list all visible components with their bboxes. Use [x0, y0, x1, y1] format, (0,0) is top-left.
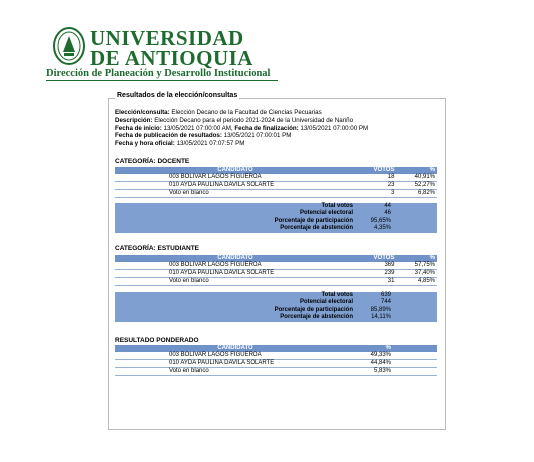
summary-value: 4,35%	[373, 225, 391, 232]
university-name-line2: DE ANTIOQUIA	[90, 46, 253, 70]
candidate-name: 010 AYDA PAULINA DAVILA SOLARTE	[115, 360, 355, 368]
end-date-label: Fecha de finalización:	[234, 124, 299, 132]
candidate-percent: 49,33%	[355, 352, 393, 360]
docente-summary	[115, 203, 437, 233]
election-label: Elección/consulta:	[115, 109, 170, 116]
candidate-name: 003 BOLIVAR LAGOS FIGUEROA	[115, 352, 355, 360]
table-row	[115, 182, 437, 190]
table-row	[115, 352, 437, 360]
table-row	[115, 190, 437, 198]
candidate-percent: 44,84%	[355, 360, 393, 368]
candidate-votes: 3	[355, 190, 396, 198]
weighted-results-table	[115, 345, 437, 376]
estudiante-summary	[115, 292, 437, 322]
candidate-percent: 5,83%	[355, 368, 393, 376]
candidate-votes: 239	[355, 270, 396, 278]
table-row	[115, 262, 437, 270]
summary-label: Potencial electoral	[299, 299, 353, 306]
description-label: Descripción:	[115, 116, 153, 124]
table-row	[115, 174, 437, 182]
summary-label: Porcentaje de participación	[274, 306, 353, 313]
election-info	[115, 109, 368, 148]
table-header-row	[115, 255, 437, 262]
candidate-name: 003 BOLIVAR LAGOS FIGUEROA	[115, 262, 355, 270]
summary-label: Porcentaje de abstención	[280, 225, 353, 232]
column-header-percent: %	[396, 255, 437, 262]
university-name-line1: UNIVERSIDAD	[90, 26, 244, 50]
category-estudiante-title: CATEGORÍA: ESTUDIANTE	[115, 245, 200, 252]
summary-label: Potencial electoral	[299, 210, 353, 217]
candidate-percent: 52,27%	[396, 182, 437, 190]
summary-value: 14,11%	[371, 314, 391, 321]
results-panel	[108, 92, 446, 430]
candidate-votes: 369	[355, 262, 396, 270]
summary-value: 95,65%	[370, 217, 391, 224]
table-row	[115, 278, 437, 286]
department-subtitle: Dirección de Planeación y Desarrollo Institucional	[46, 68, 278, 81]
candidate-percent: 6,82%	[396, 190, 437, 198]
official-time-label: Fecha y hora oficial:	[115, 140, 175, 148]
candidate-votes: 18	[355, 174, 396, 182]
table-row	[115, 360, 437, 368]
candidate-percent: 4,85%	[396, 278, 437, 286]
category-docente-title: CATEGORÍA: DOCENTE	[115, 158, 190, 165]
column-header-votes: VOTOS	[355, 255, 396, 262]
docente-results-table	[115, 167, 437, 198]
end-date-value: 13/05/2021 07:00:00 PM	[300, 124, 369, 132]
candidate-name: Voto en blanco	[115, 190, 355, 198]
summary-value: 44	[384, 203, 391, 209]
summary-label: Total votos	[321, 203, 353, 209]
description-value: Elección Decano para el periodo 2021-2024 de la Universidad de Nariño	[154, 116, 354, 124]
publication-date-value: 13/05/2021 07:00:01 PM	[223, 132, 292, 140]
summary-value: 744	[380, 299, 391, 306]
summary-label: Porcentaje de participación	[274, 217, 353, 224]
start-date-value: 13/05/2021 07:00:00 AM,	[163, 124, 233, 132]
column-header-candidate: CANDIDATO	[115, 345, 355, 352]
summary-label: Total votos	[321, 292, 353, 298]
candidate-votes: 31	[355, 278, 396, 286]
table-row	[115, 270, 437, 278]
university-logo	[46, 18, 286, 82]
start-date-label: Fecha de inicio:	[115, 124, 162, 132]
candidate-percent: 37,40%	[396, 270, 437, 278]
election-value: Elección Decano de la Facultad de Ciencias Pecuarias	[171, 109, 322, 116]
candidate-name: 003 BOLIVAR LAGOS FIGUEROA	[115, 174, 355, 182]
summary-value: 639	[380, 292, 391, 298]
table-header-row	[115, 345, 437, 352]
weighted-result-title: RESULTADO PONDERADO	[115, 337, 199, 344]
summary-value: 85,89%	[370, 306, 391, 313]
candidate-name: 010 AYDA PAULINA DAVILA SOLARTE	[115, 182, 355, 190]
candidate-name: 010 AYDA PAULINA DAVILA SOLARTE	[115, 270, 355, 278]
results-legend: Resultados de la elección/consultas	[117, 92, 238, 99]
official-time-value: 13/05/2021 07:07:57 PM	[176, 140, 245, 148]
publication-date-label: Fecha de publicación de resultados:	[115, 132, 222, 140]
column-header-candidate: CANDIDATO	[115, 255, 355, 262]
candidate-percent: 40,91%	[396, 174, 437, 182]
column-header-candidate: CANDIDATO	[115, 167, 355, 174]
candidate-votes: 23	[355, 182, 396, 190]
candidate-percent: 57,75%	[396, 262, 437, 270]
column-header-percent: %	[355, 345, 393, 352]
summary-label: Porcentaje de abstención	[280, 314, 353, 321]
estudiante-results-table	[115, 255, 437, 286]
candidate-name: Voto en blanco	[115, 278, 355, 286]
column-header-votes: VOTOS	[355, 167, 396, 174]
university-seal-icon	[52, 26, 86, 66]
candidate-name: Voto en blanco	[115, 368, 355, 376]
table-header-row	[115, 167, 437, 174]
column-header-percent: %	[396, 167, 437, 174]
table-row	[115, 368, 437, 376]
summary-value: 46	[384, 210, 391, 217]
